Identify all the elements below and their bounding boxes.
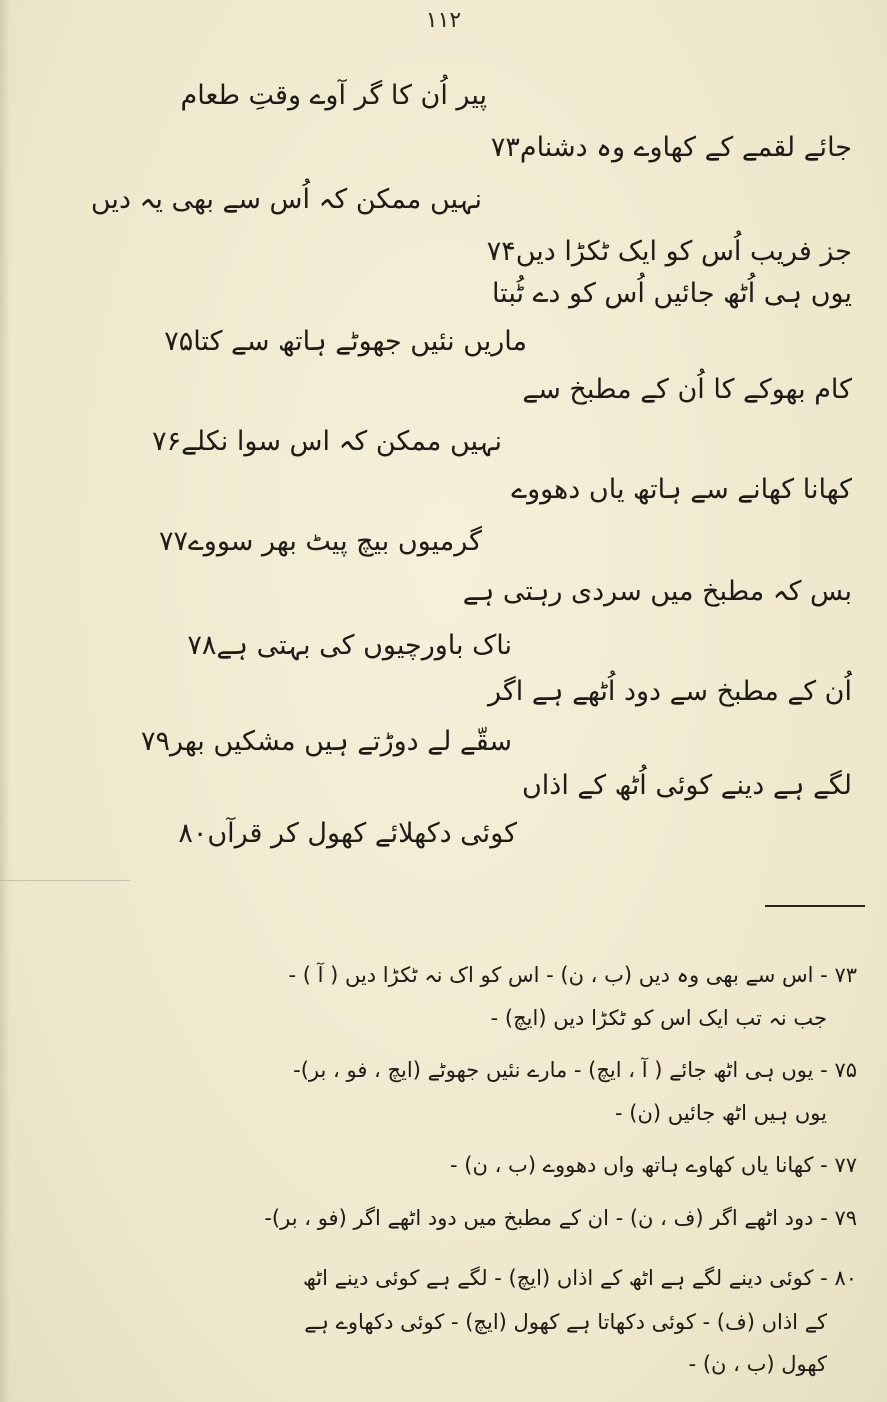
verse-line: جائے لقمے کے کھاوے وہ دشنام۷۳ <box>490 132 852 163</box>
footnote-line: ۷۵ - یوں ہی اٹھ جائے ( آ ، ایچ) - مارے نئیں جھوٹے (ایچ ، فو ، بر)- <box>293 1058 857 1082</box>
footnote-line: ۷۹ - دود اٹھے اگر (ف ، ن) - ان کے مطبخ میں دود اٹھے اگر (فو ، بر)- <box>264 1206 857 1230</box>
verse-line: نہیں ممکن کہ اُس سے بھی یہ دیں <box>90 184 482 215</box>
page-edge-shadow <box>0 0 10 1402</box>
verse-line: یوں ہی اُٹھ جائیں اُس کو دے ٹُبتا <box>491 278 852 309</box>
footnote-line: کے اذاں (ف) - کوئی دکھاتا ہے کھول (ایچ) - کوئی دکھاوے ہے <box>304 1310 827 1334</box>
verse-line: اُن کے مطبخ سے دود اُٹھے ہے اگر <box>488 676 852 707</box>
footnote-line: ۷۳ - اس سے بھی وہ دیں (ب ، ن) - اس کو اک نہ ٹکڑا دیں ( آ ) - <box>288 963 857 987</box>
footnote-line: جب نہ تب ایک اس کو ٹکڑا دیں (ایچ) - <box>490 1006 827 1030</box>
verse-line: کوئی دکھلائے کھول کر قرآں۸۰ <box>178 818 517 849</box>
verse-line: نہیں ممکن کہ اس سوا نکلے۷۶ <box>152 426 502 457</box>
footnote-line: ۸۰ - کوئی دینے لگے ہے اٹھ کے اذاں (ایچ) - لگے ہے کوئی دینے اٹھ <box>303 1266 857 1290</box>
footnote-line: کھول (ب ، ن) - <box>688 1352 827 1376</box>
verse-line: سقّے لے دوڑتے ہیں مشکیں بھر۷۹ <box>140 726 512 757</box>
footnote-line: یوں ہیں اٹھ جائیں (ن) - <box>615 1101 827 1125</box>
verse-line: لگے ہے دینے کوئی اُٹھ کے اذاں <box>521 770 852 801</box>
verse-line: گرمیوں بیچ پیٹ بھر سووے۷۷ <box>158 526 482 557</box>
verse-line: کام بھوکے کا اُن کے مطبخ سے <box>522 374 852 405</box>
verse-line: بس کہ مطبخ میں سردی رہتی ہے <box>462 576 852 607</box>
verse-line: پیر اُن کا گر آوے وقتِ طعام <box>180 80 487 111</box>
verse-line: ناک باورچیوں کی بہتی ہے۷۸ <box>187 630 512 661</box>
verse-line: کھانا کھانے سے ہاتھ یاں دھووے <box>511 474 852 505</box>
footnote-divider <box>765 905 865 907</box>
faint-divider <box>0 880 130 881</box>
footnote-line: ۷۷ - کھانا یاں کھاوے ہاتھ واں دھووے (ب ، ن) - <box>450 1153 857 1177</box>
page-number: ۱۱۲ <box>425 8 462 33</box>
verse-line: جز فریب اُس کو ایک ٹکڑا دیں۷۴ <box>486 236 852 267</box>
verse-line: ماریں نئیں جھوٹے ہاتھ سے کتا۷۵ <box>164 326 527 357</box>
